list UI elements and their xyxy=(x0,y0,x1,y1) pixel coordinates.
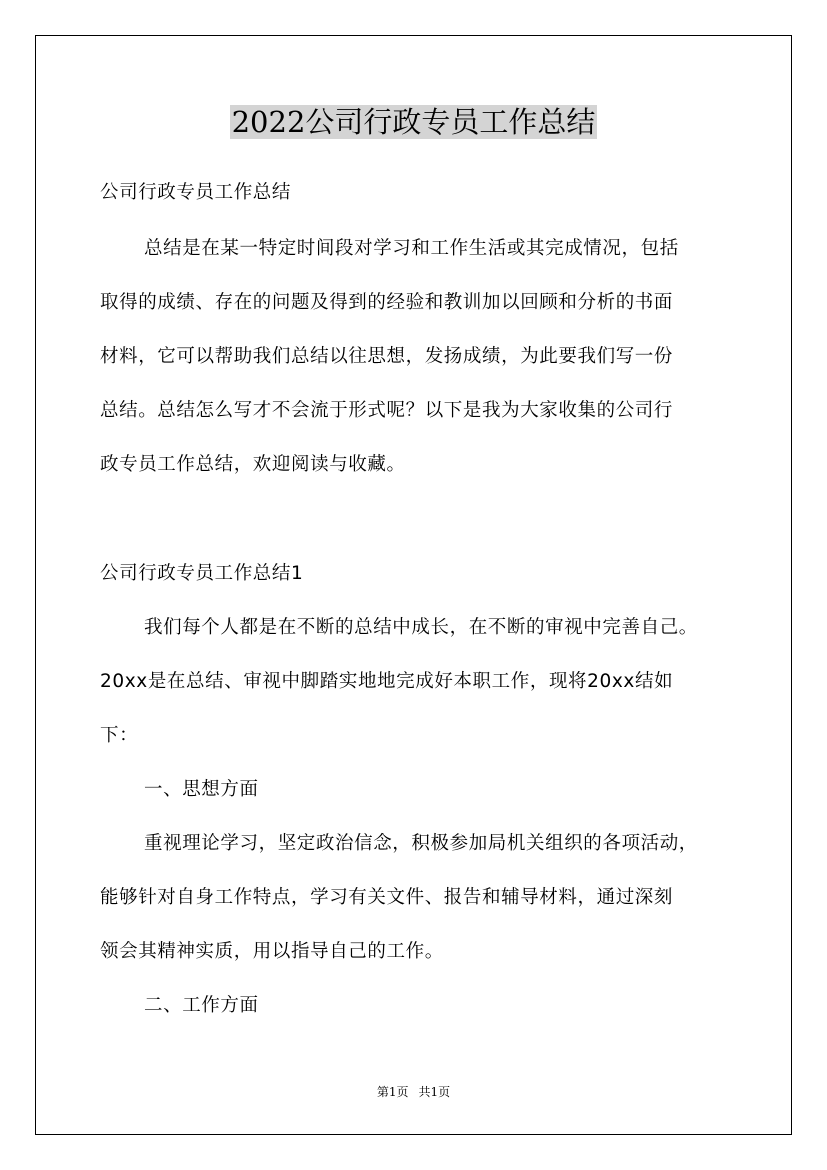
page-number: 第1页 xyxy=(376,1085,409,1099)
section-heading: 公司行政专员工作总结 xyxy=(100,182,292,203)
paragraph-line: 下： xyxy=(100,725,139,746)
page-total: 共1页 xyxy=(418,1085,451,1099)
paragraph-line: 政专员工作总结，欢迎阅读与收藏。 xyxy=(100,454,406,475)
subsection-heading: 二、工作方面 xyxy=(144,995,259,1016)
paragraph-line: 我们每个人都是在不断的总结中成长，在不断的审视中完善自己。 xyxy=(144,617,698,638)
paragraph-line: 取得的成绩、存在的问题及得到的经验和教训加以回顾和分析的书面 xyxy=(100,292,674,313)
subsection-heading: 一、思想方面 xyxy=(144,779,259,800)
section-heading: 公司行政专员工作总结1 xyxy=(100,563,304,584)
paragraph-line: 领会其精神实质，用以指导自己的工作。 xyxy=(100,941,444,962)
paragraph-line: 20xx是在总结、审视中脚踏实地地完成好本职工作，现将20xx结如 xyxy=(100,671,674,692)
document-title: 2022公司行政专员工作总结 xyxy=(231,105,596,139)
paragraph-line: 总结是在某一特定时间段对学习和工作生活或其完成情况，包括 xyxy=(144,238,679,259)
paragraph-line: 能够针对自身工作特点，学习有关文件、报告和辅导材料，通过深刻 xyxy=(100,887,674,908)
paragraph-line: 总结。总结怎么写才不会流于形式呢？以下是我为大家收集的公司行 xyxy=(100,400,674,421)
paragraph-line: 材料，它可以帮助我们总结以往思想，发扬成绩，为此要我们写一份 xyxy=(100,346,674,367)
page-footer xyxy=(0,1083,827,1101)
paragraph-line: 重视理论学习，坚定政治信念，积极参加局机关组织的各项活动， xyxy=(144,833,698,854)
